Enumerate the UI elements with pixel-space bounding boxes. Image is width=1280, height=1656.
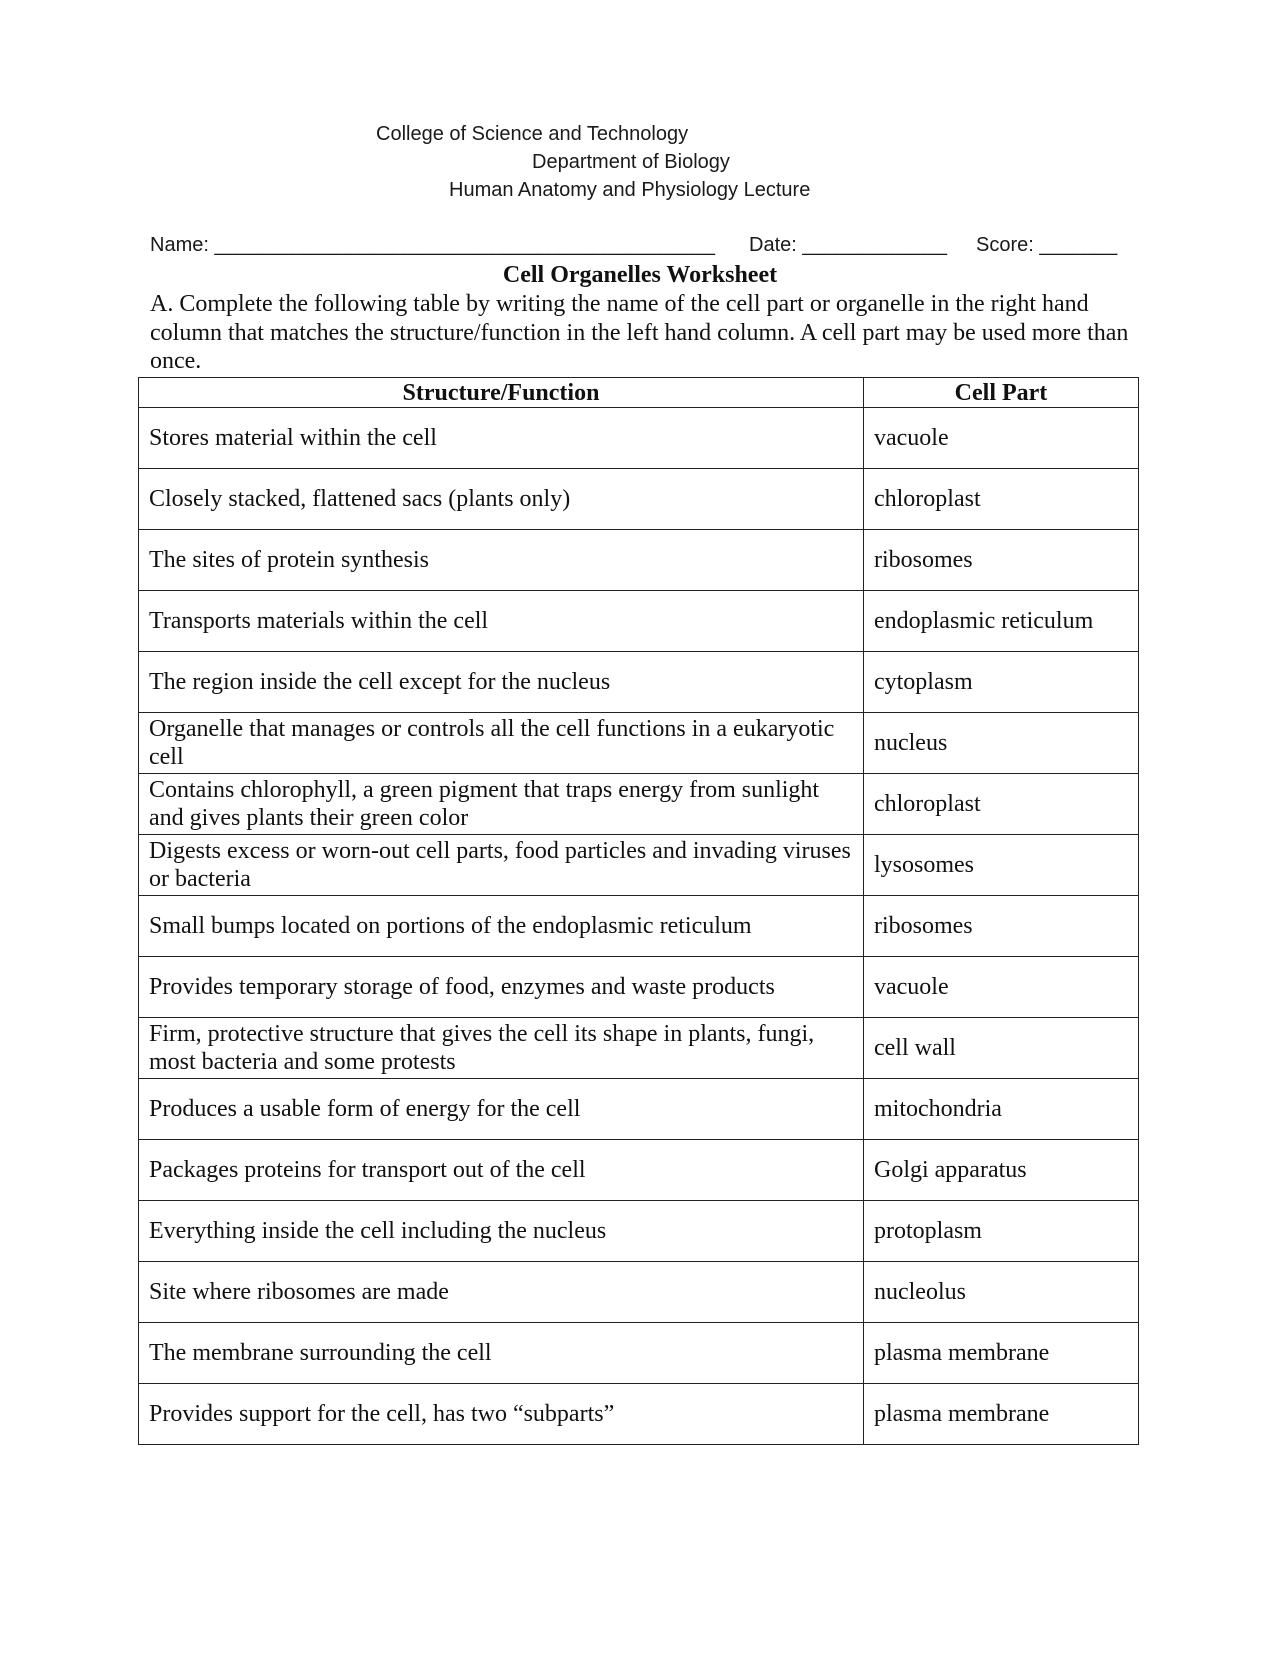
structure-cell: Contains chlorophyll, a green pigment that traps energy from sunlight and gives plants their green color bbox=[139, 774, 864, 835]
structure-cell: The membrane surrounding the cell bbox=[139, 1323, 864, 1384]
name-field: Name: _____________________________________________ bbox=[150, 234, 715, 256]
cell-part-cell: nucleus bbox=[863, 713, 1138, 774]
score-field: Score: _______ bbox=[976, 234, 1118, 256]
table-row bbox=[139, 896, 1139, 957]
cell-part-cell: lysosomes bbox=[863, 835, 1138, 896]
cell-part-cell: mitochondria bbox=[863, 1079, 1138, 1140]
table-row bbox=[139, 469, 1139, 530]
table-row bbox=[139, 1323, 1139, 1384]
cell-part-cell: ribosomes bbox=[863, 896, 1138, 957]
instructions: A. Complete the following table by writing the name of the cell part or organelle in the right hand column that matches the structure/function in the left hand column. A cell part may be used more than once. bbox=[150, 291, 1129, 374]
cell-part-cell: plasma membrane bbox=[863, 1384, 1138, 1445]
worksheet-title: Cell Organelles Worksheet bbox=[502, 262, 778, 288]
table-row bbox=[139, 1262, 1139, 1323]
table-row bbox=[139, 957, 1139, 1018]
table-row bbox=[139, 774, 1139, 835]
table-row bbox=[139, 408, 1139, 469]
column-header-structure: Structure/Function bbox=[139, 378, 864, 408]
table-row bbox=[139, 1079, 1139, 1140]
structure-cell: The sites of protein synthesis bbox=[139, 530, 864, 591]
cell-part-cell: vacuole bbox=[863, 408, 1138, 469]
cell-part-cell: cell wall bbox=[863, 1018, 1138, 1079]
cell-part-cell: protoplasm bbox=[863, 1201, 1138, 1262]
structure-cell: Transports materials within the cell bbox=[139, 591, 864, 652]
column-header-cell-part: Cell Part bbox=[863, 378, 1138, 408]
cell-part-cell: endoplasmic reticulum bbox=[863, 591, 1138, 652]
table-row bbox=[139, 591, 1139, 652]
cell-part-cell: ribosomes bbox=[863, 530, 1138, 591]
table-row bbox=[139, 1018, 1139, 1079]
structure-cell: Firm, protective structure that gives the cell its shape in plants, fungi, most bacteria and some protests bbox=[139, 1018, 864, 1079]
structure-cell: Provides support for the cell, has two “subparts” bbox=[139, 1384, 864, 1445]
college-name: College of Science and Technology bbox=[376, 123, 689, 145]
structure-cell: Packages proteins for transport out of the cell bbox=[139, 1140, 864, 1201]
organelle-table bbox=[138, 377, 1139, 1445]
table-header-row bbox=[139, 378, 1139, 408]
table-row bbox=[139, 1201, 1139, 1262]
structure-cell: Produces a usable form of energy for the cell bbox=[139, 1079, 864, 1140]
course-name: Human Anatomy and Physiology Lecture bbox=[449, 179, 811, 201]
cell-part-cell: vacuole bbox=[863, 957, 1138, 1018]
structure-cell: Stores material within the cell bbox=[139, 408, 864, 469]
structure-cell: Provides temporary storage of food, enzymes and waste products bbox=[139, 957, 864, 1018]
cell-part-cell: cytoplasm bbox=[863, 652, 1138, 713]
table-row bbox=[139, 835, 1139, 896]
structure-cell: Organelle that manages or controls all the cell functions in a eukaryotic cell bbox=[139, 713, 864, 774]
table-row bbox=[139, 652, 1139, 713]
table-row bbox=[139, 530, 1139, 591]
date-field: Date: _____________ bbox=[749, 234, 947, 256]
cell-part-cell: plasma membrane bbox=[863, 1323, 1138, 1384]
table-row bbox=[139, 1384, 1139, 1445]
structure-cell: Small bumps located on portions of the endoplasmic reticulum bbox=[139, 896, 864, 957]
structure-cell: Site where ribosomes are made bbox=[139, 1262, 864, 1323]
structure-cell: The region inside the cell except for the nucleus bbox=[139, 652, 864, 713]
structure-cell: Closely stacked, flattened sacs (plants only) bbox=[139, 469, 864, 530]
structure-cell: Digests excess or worn-out cell parts, food particles and invading viruses or bacteria bbox=[139, 835, 864, 896]
table-row bbox=[139, 713, 1139, 774]
department-name: Department of Biology bbox=[532, 151, 730, 173]
cell-part-cell: Golgi apparatus bbox=[863, 1140, 1138, 1201]
table-row bbox=[139, 1140, 1139, 1201]
cell-part-cell: chloroplast bbox=[863, 774, 1138, 835]
structure-cell: Everything inside the cell including the nucleus bbox=[139, 1201, 864, 1262]
cell-part-cell: chloroplast bbox=[863, 469, 1138, 530]
cell-part-cell: nucleolus bbox=[863, 1262, 1138, 1323]
